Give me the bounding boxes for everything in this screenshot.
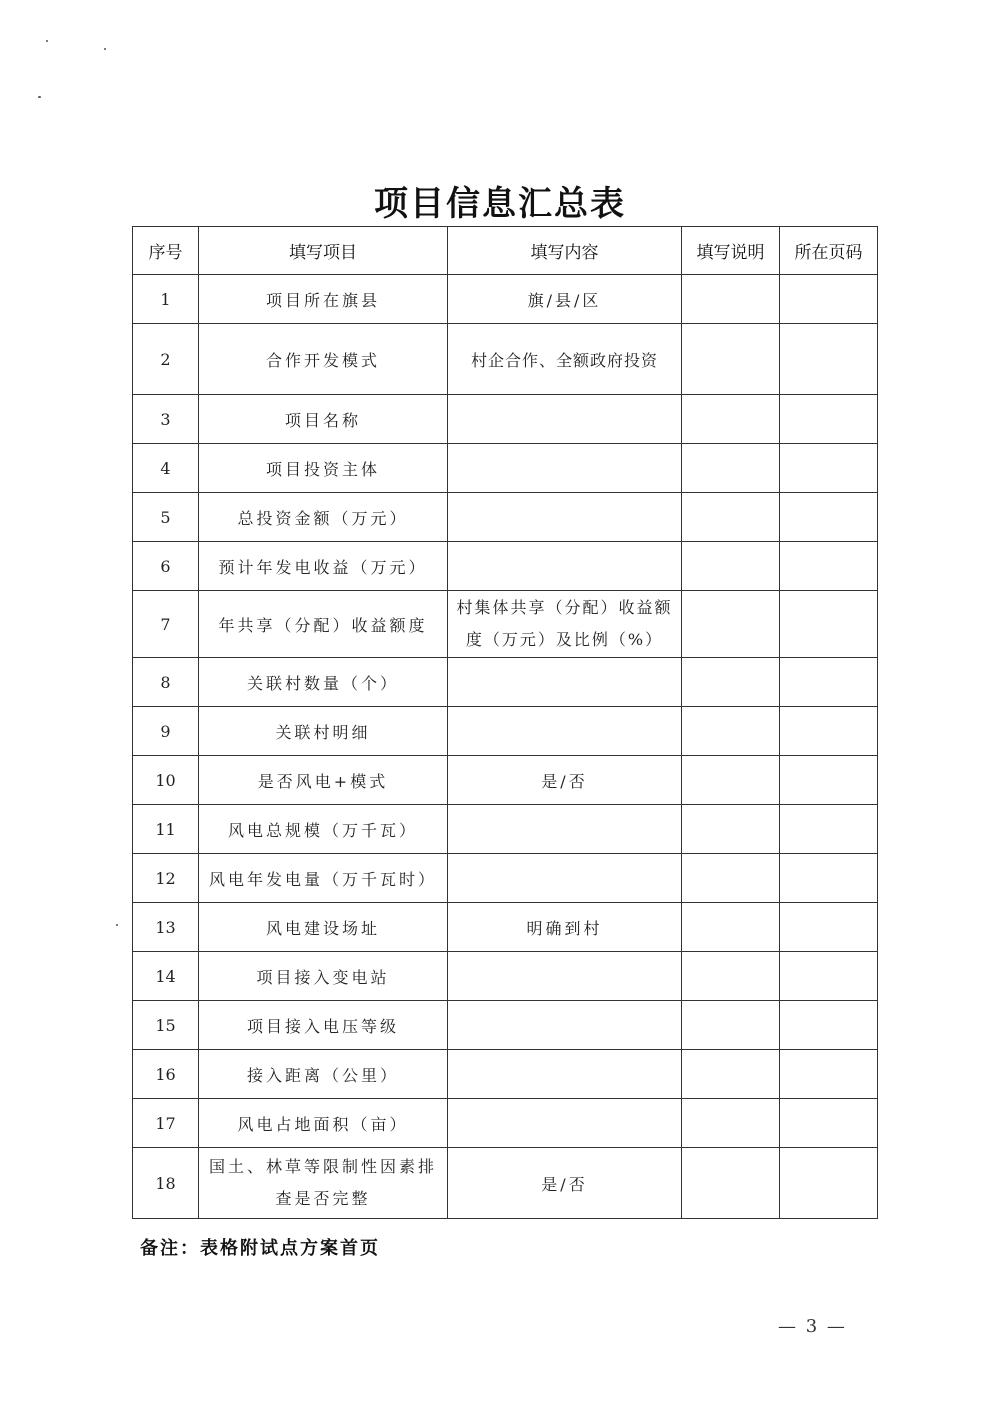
cell-note[interactable] xyxy=(682,1001,780,1050)
table-row xyxy=(133,805,878,854)
cell-seq: 14 xyxy=(133,952,199,1001)
cell-seq: 11 xyxy=(133,805,199,854)
table-row xyxy=(133,591,878,658)
table-row xyxy=(133,854,878,903)
page-title: 项目信息汇总表 xyxy=(374,184,626,224)
cell-content[interactable] xyxy=(448,444,682,493)
cell-content[interactable]: 旗/县/区 xyxy=(448,275,682,324)
table-row xyxy=(133,952,878,1001)
cell-note[interactable] xyxy=(682,658,780,707)
cell-page[interactable] xyxy=(780,756,878,805)
cell-seq: 1 xyxy=(133,275,199,324)
cell-content[interactable]: 村企合作、全额政府投资 xyxy=(448,324,682,395)
cell-note[interactable] xyxy=(682,805,780,854)
cell-content[interactable]: 明确到村 xyxy=(448,903,682,952)
cell-content[interactable] xyxy=(448,542,682,591)
cell-item: 项目投资主体 xyxy=(199,444,448,493)
table-row xyxy=(133,542,878,591)
cell-note[interactable] xyxy=(682,952,780,1001)
cell-note[interactable] xyxy=(682,756,780,805)
cell-page[interactable] xyxy=(780,952,878,1001)
remark-note: 备注：表格附试点方案首页 xyxy=(140,1238,380,1259)
cell-page[interactable] xyxy=(780,324,878,395)
cell-seq: 3 xyxy=(133,395,199,444)
cell-item: 关联村数量（个） xyxy=(199,658,448,707)
cell-seq: 9 xyxy=(133,707,199,756)
cell-item: 项目所在旗县 xyxy=(199,275,448,324)
cell-note[interactable] xyxy=(682,324,780,395)
cell-item: 预计年发电收益（万元） xyxy=(199,542,448,591)
scan-speck xyxy=(104,48,106,50)
cell-page[interactable] xyxy=(780,591,878,658)
cell-content[interactable] xyxy=(448,805,682,854)
cell-item: 项目接入电压等级 xyxy=(199,1001,448,1050)
cell-item: 关联村明细 xyxy=(199,707,448,756)
cell-seq: 13 xyxy=(133,903,199,952)
table-row xyxy=(133,1001,878,1050)
page-number: — 3 — xyxy=(778,1316,847,1337)
cell-seq: 8 xyxy=(133,658,199,707)
header-content: 填写内容 xyxy=(448,227,682,275)
cell-content[interactable] xyxy=(448,395,682,444)
table-row xyxy=(133,658,878,707)
table-row xyxy=(133,395,878,444)
cell-content[interactable] xyxy=(448,707,682,756)
cell-note[interactable] xyxy=(682,493,780,542)
header-note: 填写说明 xyxy=(682,227,780,275)
cell-seq: 10 xyxy=(133,756,199,805)
table-row xyxy=(133,444,878,493)
cell-seq: 2 xyxy=(133,324,199,395)
cell-note[interactable] xyxy=(682,1099,780,1148)
scan-speck xyxy=(116,924,118,926)
table-row xyxy=(133,756,878,805)
cell-note[interactable] xyxy=(682,395,780,444)
cell-note[interactable] xyxy=(682,542,780,591)
cell-item: 风电建设场址 xyxy=(199,903,448,952)
cell-page[interactable] xyxy=(780,1099,878,1148)
cell-note[interactable] xyxy=(682,275,780,324)
cell-content[interactable]: 村集体共享（分配）收益额度（万元）及比例（%） xyxy=(448,591,682,658)
cell-note[interactable] xyxy=(682,1148,780,1219)
table-row xyxy=(133,1050,878,1099)
cell-page[interactable] xyxy=(780,1148,878,1219)
cell-seq: 12 xyxy=(133,854,199,903)
table-row xyxy=(133,324,878,395)
cell-content[interactable]: 是/否 xyxy=(448,756,682,805)
cell-page[interactable] xyxy=(780,658,878,707)
cell-content[interactable] xyxy=(448,854,682,903)
cell-seq: 17 xyxy=(133,1099,199,1148)
cell-seq: 4 xyxy=(133,444,199,493)
cell-seq: 16 xyxy=(133,1050,199,1099)
cell-page[interactable] xyxy=(780,542,878,591)
cell-item: 接入距离（公里） xyxy=(199,1050,448,1099)
table-row xyxy=(133,493,878,542)
table-row xyxy=(133,903,878,952)
project-info-table xyxy=(132,226,878,1219)
cell-page[interactable] xyxy=(780,903,878,952)
cell-note[interactable] xyxy=(682,591,780,658)
cell-item: 是否风电+模式 xyxy=(199,756,448,805)
table-row xyxy=(133,1148,878,1219)
cell-content[interactable] xyxy=(448,658,682,707)
cell-item: 项目名称 xyxy=(199,395,448,444)
table-row xyxy=(133,1099,878,1148)
cell-page[interactable] xyxy=(780,444,878,493)
cell-item: 项目接入变电站 xyxy=(199,952,448,1001)
cell-page[interactable] xyxy=(780,493,878,542)
cell-item: 合作开发模式 xyxy=(199,324,448,395)
cell-page[interactable] xyxy=(780,805,878,854)
header-seq: 序号 xyxy=(133,227,199,275)
cell-page[interactable] xyxy=(780,854,878,903)
cell-item: 风电总规模（万千瓦） xyxy=(199,805,448,854)
cell-page[interactable] xyxy=(780,1050,878,1099)
header-item: 填写项目 xyxy=(199,227,448,275)
cell-content[interactable] xyxy=(448,493,682,542)
cell-seq: 6 xyxy=(133,542,199,591)
cell-seq: 5 xyxy=(133,493,199,542)
cell-content[interactable] xyxy=(448,1001,682,1050)
cell-note[interactable] xyxy=(682,903,780,952)
cell-note[interactable] xyxy=(682,444,780,493)
cell-item: 年共享（分配）收益额度 xyxy=(199,591,448,658)
cell-page[interactable] xyxy=(780,707,878,756)
cell-note[interactable] xyxy=(682,1050,780,1099)
cell-page[interactable] xyxy=(780,1001,878,1050)
cell-item: 总投资金额（万元） xyxy=(199,493,448,542)
cell-note[interactable] xyxy=(682,707,780,756)
scan-speck xyxy=(38,96,41,98)
cell-seq: 18 xyxy=(133,1148,199,1219)
cell-content[interactable] xyxy=(448,952,682,1001)
header-page: 所在页码 xyxy=(780,227,878,275)
cell-item: 风电占地面积（亩） xyxy=(199,1099,448,1148)
cell-content[interactable]: 是/否 xyxy=(448,1148,682,1219)
cell-content[interactable] xyxy=(448,1099,682,1148)
cell-seq: 15 xyxy=(133,1001,199,1050)
cell-note[interactable] xyxy=(682,854,780,903)
cell-item: 风电年发电量（万千瓦时） xyxy=(199,854,448,903)
table-header-row xyxy=(133,227,878,275)
scan-speck xyxy=(46,40,48,42)
table-row xyxy=(133,275,878,324)
cell-content[interactable] xyxy=(448,1050,682,1099)
cell-page[interactable] xyxy=(780,395,878,444)
cell-page[interactable] xyxy=(780,275,878,324)
cell-seq: 7 xyxy=(133,591,199,658)
cell-item: 国土、林草等限制性因素排查是否完整 xyxy=(199,1148,448,1219)
table-row xyxy=(133,707,878,756)
